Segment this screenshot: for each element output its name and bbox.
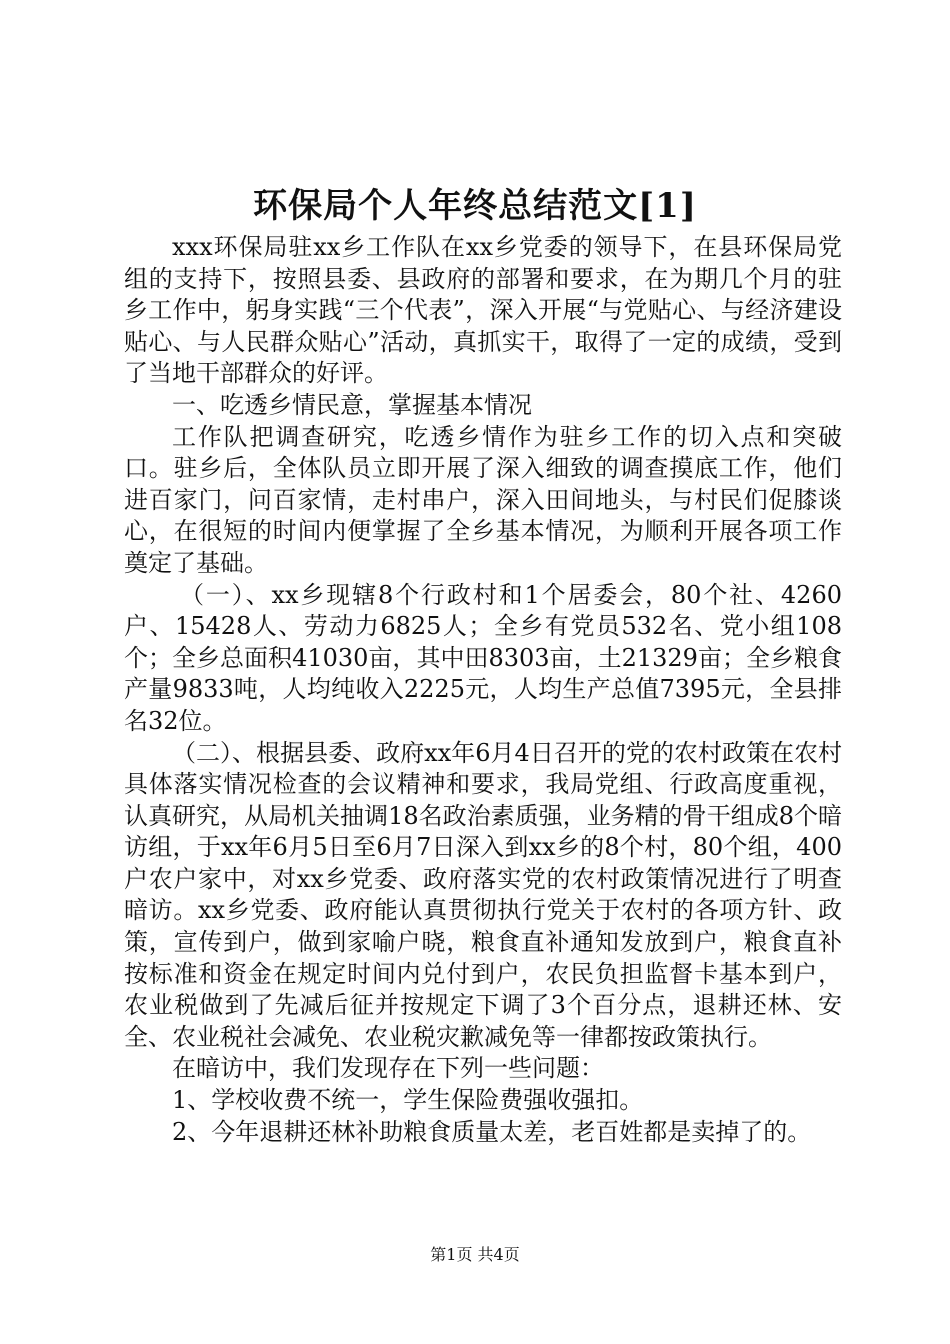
document-title: 环保局个人年终总结范文[1] [253, 186, 697, 226]
paragraph-intro: xxx环保局驻xx乡工作队在xx乡党委的领导下，在县环保局党组的支持下，按照县委、县政府的部署和要求，在为期几个月的驻乡工作中，躬身实践“三个代表”，深入开展“与党贴心、与经济建设贴心、与人民群众贴心”活动，真抓实干，取得了一定的成绩，受到了当地干部群众的好评。 [124, 233, 842, 388]
page-footer: 第1页 共4页 [430, 1245, 520, 1264]
list-item: 1、学校收费不统一，学生保险费强收强扣。 [172, 1086, 644, 1115]
paragraph-survey: 工作队把调查研究，吃透乡情作为驻乡工作的切入点和突破口。驻乡后，全体队员立即开展了深入细致的调查摸底工作，他们进百家门，问百家情，走村串户，深入田间地头，与村民们促膝谈心，在很短的时间内便掌握了全乡基本情况，为顺利开展各项工作奠定了基础。 [124, 422, 842, 577]
paragraph-item-2: （二）、根据县委、政府xx年6月4日召开的党的农村政策在农村具体落实情况检查的会议精神和要求，我局党组、行政高度重视，认真研究，从局机关抽调18名政治素质强，业务精的骨干组成8个暗访组，于xx年6月5日至6月7日深入到xx乡的8个村，80个组，400户农户家中，对xx乡党委、政府落实党的农村政策情况进行了明查暗访。xx乡党委、政府能认真贯彻执行党关于农村的各项方针、政策，宣传到户，做到家喻户晓，粮食直补通知发放到户，粮食直补按标准和资金在规定时间内兑付到户，农民负担监督卡基本到户，农业税做到了先减后征并按规定下调了3个百分点，退耕还林、安全、农业税社会减免、农业税灾歉减免等一律都按政策执行。 [124, 738, 842, 1051]
section-heading-1: 一、吃透乡情民意，掌握基本情况 [172, 390, 532, 419]
document-body [124, 232, 842, 1148]
paragraph-problems-intro: 在暗访中，我们发现存在下列一些问题： [172, 1054, 604, 1083]
list-item: 2、今年退耕还林补助粮食质量太差，老百姓都是卖掉了的。 [172, 1117, 812, 1146]
paragraph-item-1: （一）、xx乡现辖8个行政村和1个居委会，80个社、4260户、15428人、劳动力6825人；全乡有党员532名、党小组108个；全乡总面积41030亩，其中田8303亩，土21329亩；全乡粮食产量9833吨，人均纯收入2225元，人均生产总值7395元，全县排名32位。 [124, 580, 842, 735]
